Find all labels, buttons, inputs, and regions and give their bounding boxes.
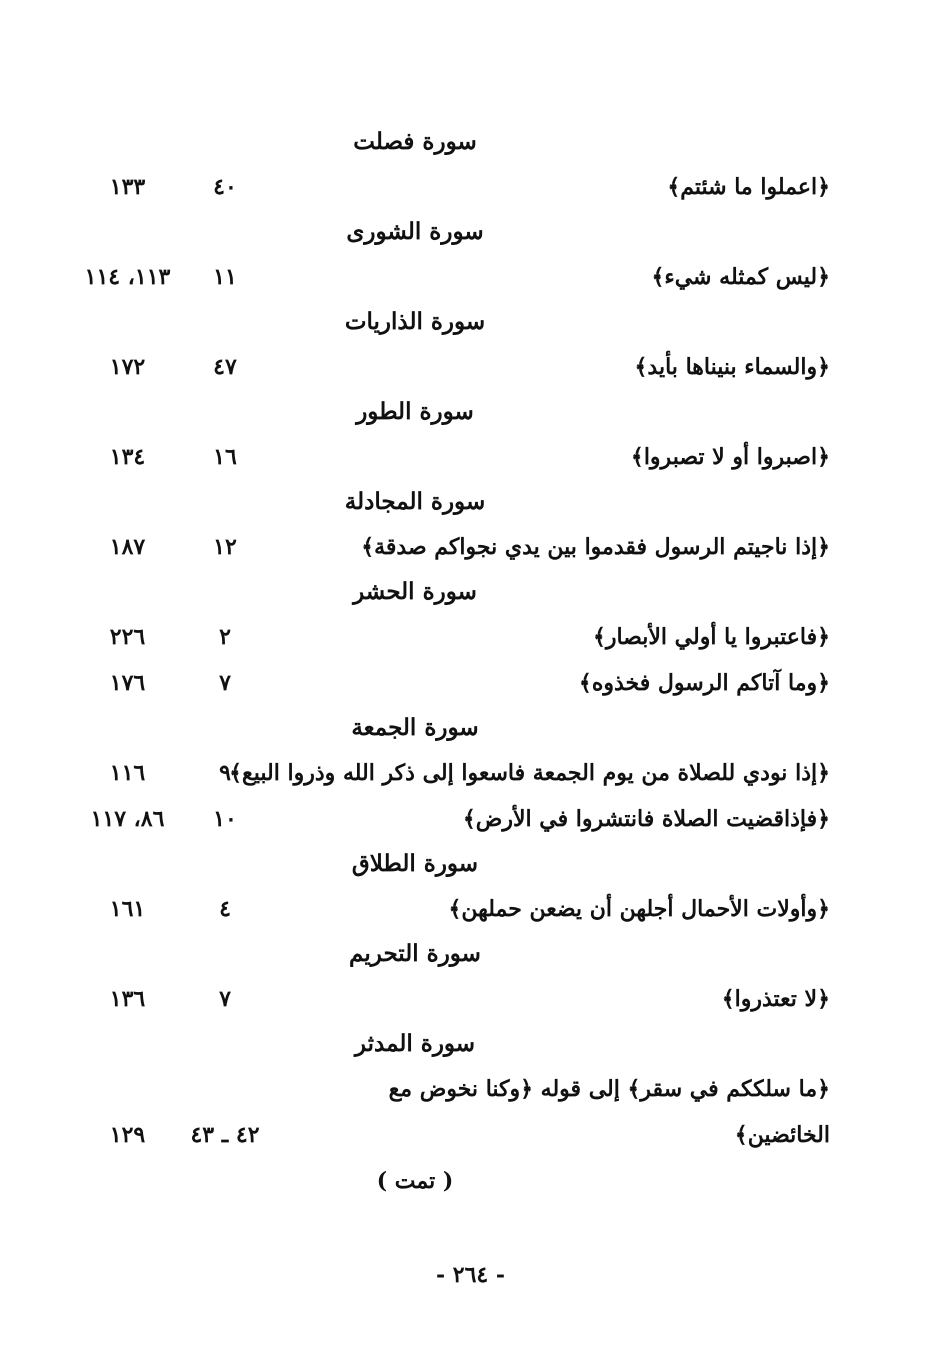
ayah-number: ٧: [219, 670, 231, 696]
index-entry: [70, 976, 840, 1022]
surah-title: سورة المدثر: [354, 1030, 476, 1057]
surah-title: سورة المجادلة: [344, 488, 486, 515]
verse-text: ﴿إذا نودي للصلاة من يوم الجمعة فاسعوا إلى ذكر الله وذروا البيع﴾: [229, 760, 830, 786]
verse-text: ﴿ما سلككم في سقر﴾ إلى قوله ﴿وكنا نخوض مع الخائضين﴾: [388, 1076, 830, 1148]
index-entry: [70, 254, 840, 300]
surah-title: سورة الطلاق: [351, 850, 479, 877]
surah-title: سورة الحشر: [353, 578, 477, 605]
page-reference: ١٣٤: [109, 444, 146, 470]
ayah-number: ٧: [219, 986, 231, 1012]
page-reference: ١٣٦: [109, 986, 146, 1012]
page-reference: ٨٦، ١١٧: [90, 806, 165, 832]
page-number: - ٢٦٤ -: [435, 1262, 506, 1288]
ayah-number: ٤٧: [213, 354, 237, 380]
page-reference: ١٧٢: [109, 354, 146, 380]
surah-title: سورة الذاريات: [344, 308, 486, 335]
page-reference: ٢٢٦: [109, 624, 146, 650]
verse-text: ﴿فاعتبروا يا أولي الأبصار﴾: [592, 624, 830, 650]
index-entry: [70, 886, 840, 932]
surah-title: سورة التحريم: [349, 940, 481, 967]
index-entry: [70, 164, 840, 210]
index-entry: [70, 796, 840, 842]
verse-text: ﴿وما آتاكم الرسول فخذوه﴾: [578, 670, 830, 696]
index-entry: [70, 524, 840, 570]
verse-text: ﴿لا تعتذروا﴾: [721, 986, 830, 1012]
page-reference: ١٢٩: [109, 1122, 146, 1148]
ayah-number: ١١: [213, 264, 237, 290]
surah-title: سورة الطور: [356, 398, 474, 425]
verse-text: ﴿والسماء بنيناها بأيد﴾: [634, 354, 830, 380]
ayah-number: ٤: [219, 896, 231, 922]
index-entry: [70, 344, 840, 390]
verse-text: ﴿ليس كمثله شيء﴾: [651, 264, 830, 290]
page-reference: ١٧٦: [109, 670, 146, 696]
ayah-number: ١٠: [213, 806, 237, 832]
index-entry: [70, 750, 840, 796]
verse-text: ﴿وأولات الأحمال أجلهن أن يضعن حملهن﴾: [448, 896, 830, 922]
ayah-number: ١٢: [213, 534, 237, 560]
verse-text: ﴿اصبروا أو لا تصبروا﴾: [630, 444, 830, 470]
page-reference: ١٨٧: [109, 534, 146, 560]
verse-index: [70, 120, 840, 1204]
page-reference: ١١٦: [109, 760, 146, 786]
surah-title: سورة الجمعة: [351, 714, 479, 741]
index-entry: [70, 434, 840, 480]
ayah-number: ٤٢ ـ ٤٣: [190, 1122, 260, 1148]
index-entry: [70, 1066, 840, 1158]
verse-text: ﴿إذا ناجيتم الرسول فقدموا بين يدي نجواكم صدقة﴾: [361, 534, 830, 560]
page-reference: ١١٣، ١١٤: [84, 264, 171, 290]
ayah-number: ١٦: [213, 444, 237, 470]
verse-text: ﴿اعملوا ما شئتم﴾: [667, 174, 830, 200]
verse-text: ﴿فإذاقضيت الصلاة فانتشروا في الأرض﴾: [462, 806, 830, 832]
page-reference: ١٦١: [109, 896, 146, 922]
ayah-number: ٢: [219, 624, 231, 650]
ayah-number: ٤٠: [213, 174, 237, 200]
index-entry: [70, 660, 840, 706]
surah-title: سورة فصلت: [353, 128, 477, 155]
index-entry: [70, 614, 840, 660]
page-reference: ١٣٣: [109, 174, 146, 200]
ayah-number: ٩: [219, 760, 231, 786]
surah-title: سورة الشورى: [346, 218, 484, 245]
end-mark: ( تمت ): [376, 1168, 454, 1194]
